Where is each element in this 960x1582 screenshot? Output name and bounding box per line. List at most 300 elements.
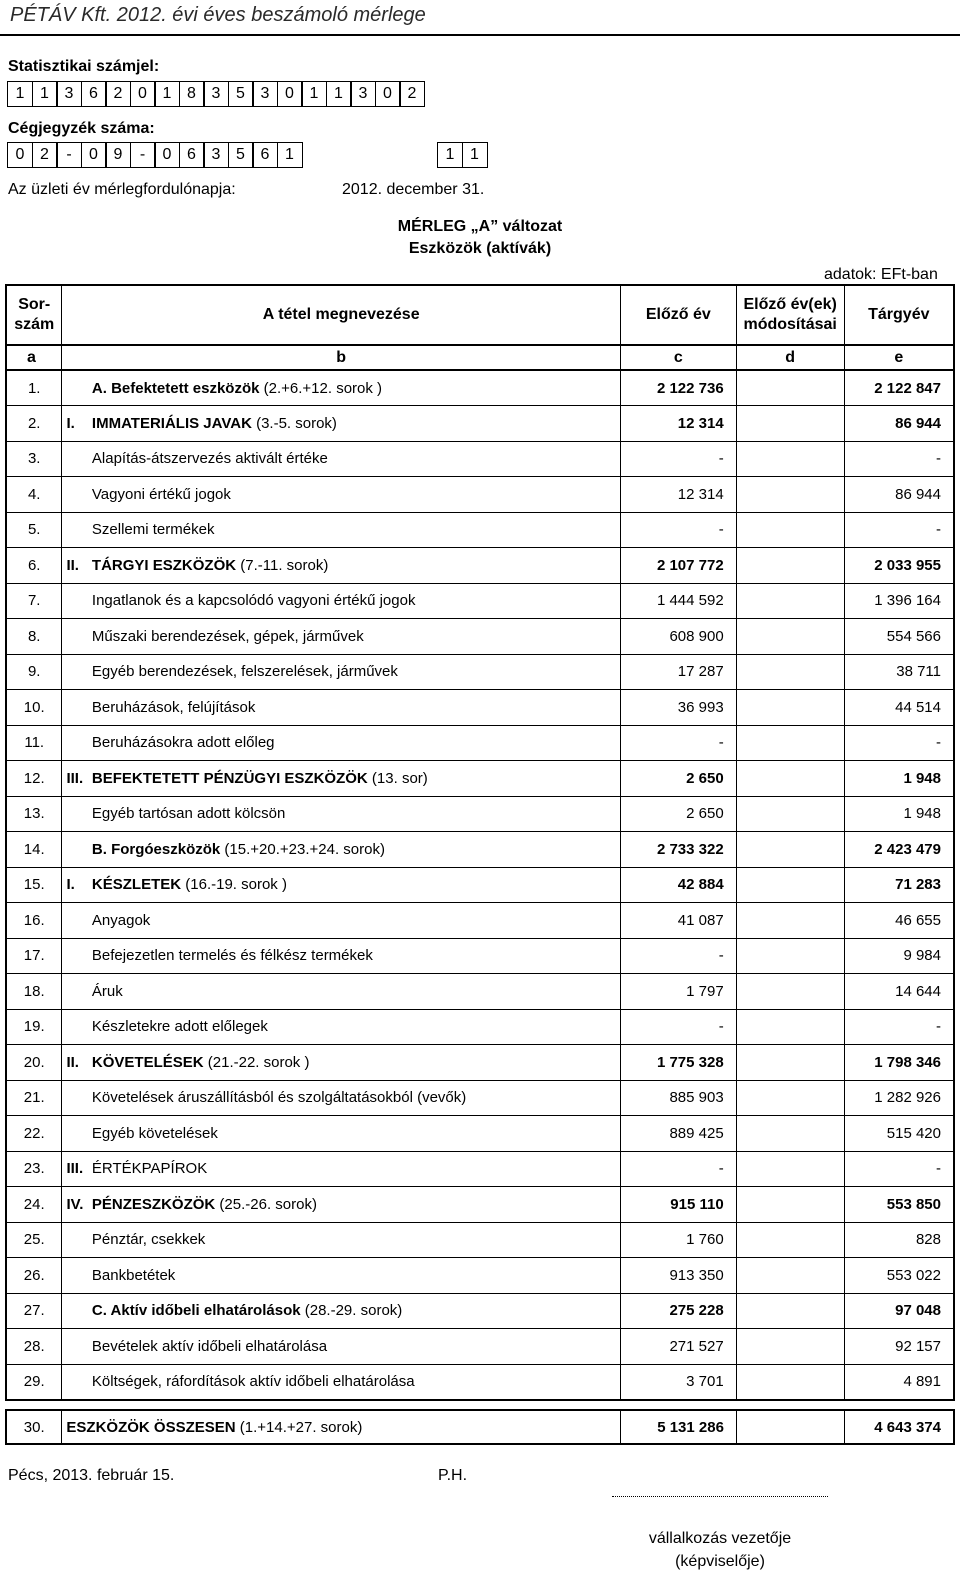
row-prev-year: -	[620, 938, 736, 974]
digit-box: -	[130, 142, 156, 168]
digit-box: 1	[462, 142, 488, 168]
table-row	[6, 406, 954, 442]
row-label	[90, 974, 621, 1010]
row-number: 25.	[6, 1222, 62, 1258]
row-modifications	[736, 1080, 844, 1116]
digit-box: 3	[56, 81, 82, 107]
row-name: Költségek, ráfordítások aktív időbeli elhatárolása	[91, 1373, 415, 1390]
row-roman	[62, 370, 90, 406]
table-header	[6, 285, 954, 345]
table-row	[6, 1151, 954, 1187]
table-row	[6, 1116, 954, 1152]
total-label: ESZKÖZÖK ÖSSZESEN (1.+14.+27. sorok)	[62, 1410, 621, 1444]
row-number: 11.	[6, 725, 62, 761]
row-number: 12.	[6, 761, 62, 797]
row-number: 2.	[6, 406, 62, 442]
row-current-year: 4 891	[844, 1364, 954, 1400]
digit-box: 3	[252, 81, 278, 107]
header-prev-year: Előző év	[620, 285, 736, 345]
row-name: TÁRGYI ESZKÖZÖK	[91, 556, 237, 574]
row-label	[90, 1293, 621, 1329]
row-roman	[62, 1329, 90, 1365]
row-name: Műszaki berendezések, gépek, járművek	[91, 627, 364, 645]
row-prev-year: 42 884	[620, 867, 736, 903]
ceg-label: Cégjegyzék száma:	[8, 120, 155, 137]
row-name: C. Aktív időbeli elhatárolások	[91, 1302, 301, 1320]
row-modifications	[736, 1009, 844, 1045]
row-label	[90, 903, 621, 939]
row-label	[90, 1151, 621, 1187]
row-current-year: 14 644	[844, 974, 954, 1010]
row-name: Bevételek aktív időbeli elhatárolása	[91, 1337, 328, 1355]
row-current-year: -	[844, 1009, 954, 1045]
balance-date-label: Az üzleti év mérlegfordulónapja:	[8, 181, 236, 198]
table-row	[6, 477, 954, 513]
letter-c: c	[620, 345, 736, 370]
balance-date-value: 2012. december 31.	[342, 181, 485, 198]
row-current-year: 553 022	[844, 1258, 954, 1294]
row-number: 16.	[6, 903, 62, 939]
row-modifications	[736, 1116, 844, 1152]
row-roman: III.	[62, 1151, 90, 1187]
row-name: KÉSZLETEK	[91, 876, 182, 894]
table-row	[6, 1045, 954, 1081]
row-roman	[62, 903, 90, 939]
row-roman	[62, 796, 90, 832]
row-current-year: -	[844, 725, 954, 761]
row-number: 8.	[6, 619, 62, 655]
table-row	[6, 1258, 954, 1294]
row-current-year: 1 798 346	[844, 1045, 954, 1081]
row-prev-year: 41 087	[620, 903, 736, 939]
row-name: Beruházások, felújítások	[91, 698, 256, 716]
row-roman	[62, 441, 90, 477]
row-modifications	[736, 654, 844, 690]
header-current-year: Tárgyév	[868, 306, 930, 323]
row-modifications	[736, 1045, 844, 1081]
row-name: Ingatlanok és a kapcsolódó vagyoni értékű jogok	[91, 592, 416, 610]
row-name: Szellemi termékek	[91, 521, 215, 539]
header-modifications: Előző év(ek) módosításai	[736, 285, 844, 345]
row-name-tail: (15.+20.+23.+24. sorok)	[220, 840, 385, 858]
total-modifications	[736, 1410, 844, 1444]
table-row	[6, 1009, 954, 1045]
row-roman	[62, 832, 90, 868]
row-label	[90, 1364, 621, 1400]
row-roman: III.	[62, 761, 90, 797]
row-number: 9.	[6, 654, 62, 690]
row-current-year: -	[844, 512, 954, 548]
row-name-tail: (21.-22. sorok )	[203, 1053, 310, 1071]
row-roman	[62, 1116, 90, 1152]
table-row	[6, 1364, 954, 1400]
row-roman	[62, 1364, 90, 1400]
row-roman	[62, 1222, 90, 1258]
digit-box: 2	[32, 142, 58, 168]
row-name: Anyagok	[91, 911, 151, 929]
table-row	[6, 690, 954, 726]
row-number: 10.	[6, 690, 62, 726]
total-current-year: 4 643 374	[874, 1418, 941, 1436]
balance-subheading: Eszközök (aktívák)	[408, 240, 552, 257]
row-name: Egyéb tartósan adott kölcsön	[91, 805, 286, 823]
row-prev-year: 17 287	[620, 654, 736, 690]
letter-e: e	[844, 345, 954, 370]
row-roman	[62, 1009, 90, 1045]
row-name: Egyéb berendezések, felszerelések, járművek	[91, 663, 398, 681]
place-date: Pécs, 2013. február 15.	[8, 1467, 175, 1484]
row-number: 14.	[6, 832, 62, 868]
row-number: 21.	[6, 1080, 62, 1116]
table-row	[6, 1222, 954, 1258]
row-roman	[62, 619, 90, 655]
row-roman	[62, 1293, 90, 1329]
row-modifications	[736, 974, 844, 1010]
row-number: 4.	[6, 477, 62, 513]
balance-heading: MÉRLEG „A” változat	[397, 218, 563, 235]
row-modifications	[736, 441, 844, 477]
digit-box: 3	[203, 81, 229, 107]
digit-box: 6	[81, 81, 107, 107]
row-modifications	[736, 725, 844, 761]
row-name: ÉRTÉKPAPÍROK	[91, 1160, 208, 1178]
table-row	[6, 974, 954, 1010]
letter-b: b	[62, 345, 621, 370]
digit-box: 5	[228, 81, 254, 107]
row-roman	[62, 938, 90, 974]
row-current-year: 9 984	[844, 938, 954, 974]
row-roman: II.	[62, 1045, 90, 1081]
row-label	[90, 583, 621, 619]
row-name-tail: (25.-26. sorok)	[215, 1195, 317, 1213]
digit-box: 0	[154, 142, 180, 168]
row-current-year: 46 655	[844, 903, 954, 939]
total-number: 30.	[6, 1410, 62, 1444]
row-name: KÖVETELÉSEK	[91, 1053, 204, 1071]
stamp-label: P.H.	[438, 1467, 468, 1484]
digit-box: 1	[277, 142, 303, 168]
row-current-year: 1 396 164	[844, 583, 954, 619]
digit-box: 2	[399, 81, 425, 107]
row-label	[90, 1222, 621, 1258]
row-label	[90, 1187, 621, 1223]
row-prev-year: 36 993	[620, 690, 736, 726]
table-row	[6, 725, 954, 761]
table-row	[6, 938, 954, 974]
total-prev-year: 5 131 286	[621, 1410, 737, 1444]
row-number: 22.	[6, 1116, 62, 1152]
row-number: 23.	[6, 1151, 62, 1187]
table-row	[6, 619, 954, 655]
header-name: A tétel megnevezése	[62, 285, 621, 345]
row-prev-year: 1 444 592	[620, 583, 736, 619]
row-prev-year: 915 110	[620, 1187, 736, 1223]
total-row	[6, 1410, 954, 1444]
table-row	[6, 761, 954, 797]
table-row	[6, 1187, 954, 1223]
row-prev-year: -	[620, 1009, 736, 1045]
row-number: 19.	[6, 1009, 62, 1045]
row-prev-year: 275 228	[620, 1293, 736, 1329]
table-row	[6, 796, 954, 832]
row-name-tail: (16.-19. sorok )	[181, 876, 287, 894]
column-letters	[6, 345, 954, 370]
row-label	[90, 548, 621, 584]
row-modifications	[736, 832, 844, 868]
row-current-year: 554 566	[844, 619, 954, 655]
row-prev-year: 2 122 736	[620, 370, 736, 406]
digit-box: 0	[7, 142, 33, 168]
table-row	[6, 832, 954, 868]
row-modifications	[736, 619, 844, 655]
row-current-year: 86 944	[844, 477, 954, 513]
row-label	[90, 1009, 621, 1045]
row-modifications	[736, 903, 844, 939]
row-current-year: 71 283	[844, 867, 954, 903]
row-number: 24.	[6, 1187, 62, 1223]
row-label	[90, 725, 621, 761]
row-current-year: 2 423 479	[844, 832, 954, 868]
row-number: 28.	[6, 1329, 62, 1365]
digit-box: 1	[154, 81, 180, 107]
row-modifications	[736, 796, 844, 832]
row-label	[90, 370, 621, 406]
signature-title: vállalkozás vezetője	[648, 1530, 792, 1547]
table-row	[6, 370, 954, 406]
row-name: Áruk	[91, 982, 123, 1000]
digit-box: 6	[179, 142, 205, 168]
row-current-year: 1 282 926	[844, 1080, 954, 1116]
row-current-year: -	[844, 1151, 954, 1187]
row-roman: IV.	[62, 1187, 90, 1223]
row-prev-year: 2 733 322	[620, 832, 736, 868]
ceg-suffix-boxes	[437, 142, 488, 168]
row-name-tail: (3.-5. sorok)	[251, 414, 337, 432]
row-current-year: -	[844, 441, 954, 477]
digit-box: 1	[326, 81, 352, 107]
row-name: Készletekre adott előlegek	[91, 1018, 268, 1036]
unit-note: adatok: EFt-ban	[824, 266, 938, 283]
row-prev-year: 271 527	[620, 1329, 736, 1365]
row-name: Vagyoni értékű jogok	[91, 485, 231, 503]
row-modifications	[736, 548, 844, 584]
row-number: 18.	[6, 974, 62, 1010]
row-current-year: 38 711	[844, 654, 954, 690]
row-roman	[62, 690, 90, 726]
row-modifications	[736, 1329, 844, 1365]
digit-box: 8	[179, 81, 205, 107]
row-name-tail: (13. sor)	[367, 769, 428, 787]
row-modifications	[736, 761, 844, 797]
signature-subtitle: (képviselője)	[675, 1553, 765, 1570]
row-prev-year: 2 650	[620, 796, 736, 832]
table-row	[6, 867, 954, 903]
row-label	[90, 477, 621, 513]
row-label	[90, 867, 621, 903]
row-label	[90, 1329, 621, 1365]
row-name: PÉNZESZKÖZÖK	[91, 1195, 216, 1213]
table-row	[6, 441, 954, 477]
row-roman	[62, 974, 90, 1010]
digit-box: 9	[105, 142, 131, 168]
row-prev-year: 913 350	[620, 1258, 736, 1294]
row-roman: I.	[62, 867, 90, 903]
row-number: 7.	[6, 583, 62, 619]
row-current-year: 2 033 955	[844, 548, 954, 584]
ceg-number-boxes	[7, 142, 303, 168]
row-label	[90, 1116, 621, 1152]
row-number: 29.	[6, 1364, 62, 1400]
digit-box: 6	[252, 142, 278, 168]
row-name: B. Forgóeszközök	[91, 840, 221, 858]
row-modifications	[736, 512, 844, 548]
row-roman	[62, 654, 90, 690]
row-label	[90, 441, 621, 477]
table-row	[6, 654, 954, 690]
row-name-tail: (28.-29. sorok)	[300, 1302, 403, 1320]
digit-box: 3	[350, 81, 376, 107]
digit-box: 0	[81, 142, 107, 168]
row-prev-year: 2 107 772	[620, 548, 736, 584]
digit-box: -	[56, 142, 82, 168]
table-row	[6, 583, 954, 619]
row-prev-year: -	[620, 725, 736, 761]
letter-a: a	[6, 345, 62, 370]
digit-box: 0	[375, 81, 401, 107]
row-prev-year: 12 314	[620, 477, 736, 513]
row-label	[90, 1045, 621, 1081]
row-number: 5.	[6, 512, 62, 548]
row-prev-year: -	[620, 441, 736, 477]
row-current-year: 1 948	[844, 761, 954, 797]
row-current-year: 1 948	[844, 796, 954, 832]
row-label	[90, 1258, 621, 1294]
digit-box: 3	[203, 142, 229, 168]
digit-box: 1	[7, 81, 33, 107]
row-prev-year: 3 701	[620, 1364, 736, 1400]
row-name: Egyéb követelések	[91, 1124, 218, 1142]
page-title: PÉTÁV Kft. 2012. évi éves beszámoló mérlege	[10, 4, 426, 26]
row-label	[90, 406, 621, 442]
row-prev-year: 889 425	[620, 1116, 736, 1152]
table-row	[6, 1329, 954, 1365]
row-name: IMMATERIÁLIS JAVAK	[91, 414, 252, 432]
row-current-year: 553 850	[844, 1187, 954, 1223]
row-roman	[62, 1080, 90, 1116]
row-modifications	[736, 938, 844, 974]
row-current-year: 44 514	[844, 690, 954, 726]
letter-d: d	[736, 345, 844, 370]
row-label	[90, 1080, 621, 1116]
table-row	[6, 548, 954, 584]
row-roman	[62, 477, 90, 513]
digit-box: 5	[228, 142, 254, 168]
row-modifications	[736, 867, 844, 903]
row-prev-year: 2 650	[620, 761, 736, 797]
row-name: Beruházásokra adott előleg	[91, 734, 275, 752]
row-roman	[62, 512, 90, 548]
row-name: Befejezetlen termelés és félkész termékek	[91, 947, 373, 965]
row-number: 13.	[6, 796, 62, 832]
digit-box: 0	[277, 81, 303, 107]
row-label	[90, 690, 621, 726]
title-divider	[0, 34, 960, 36]
row-name: Alapítás-átszervezés aktivált értéke	[91, 450, 328, 468]
row-current-year: 2 122 847	[844, 370, 954, 406]
row-modifications	[736, 690, 844, 726]
row-modifications	[736, 1222, 844, 1258]
row-roman	[62, 583, 90, 619]
table-row	[6, 512, 954, 548]
row-number: 27.	[6, 1293, 62, 1329]
signature-line	[612, 1496, 828, 1497]
row-number: 17.	[6, 938, 62, 974]
row-current-year: 515 420	[844, 1116, 954, 1152]
row-roman	[62, 725, 90, 761]
row-roman: I.	[62, 406, 90, 442]
row-label	[90, 761, 621, 797]
row-prev-year: -	[620, 1151, 736, 1187]
table-row	[6, 1080, 954, 1116]
row-name: Bankbetétek	[91, 1266, 176, 1284]
row-prev-year: 1 797	[620, 974, 736, 1010]
row-modifications	[736, 1187, 844, 1223]
digit-box: 1	[301, 81, 327, 107]
row-modifications	[736, 583, 844, 619]
row-modifications	[736, 477, 844, 513]
row-name-tail: (7.-11. sorok)	[236, 556, 329, 574]
row-number: 26.	[6, 1258, 62, 1294]
balance-table	[5, 284, 955, 1401]
row-roman: II.	[62, 548, 90, 584]
header-sorszam: Sor- szám	[6, 285, 62, 345]
row-number: 1.	[6, 370, 62, 406]
row-modifications	[736, 406, 844, 442]
stat-label: Statisztikai számjel:	[8, 58, 160, 75]
row-number: 15.	[6, 867, 62, 903]
row-number: 3.	[6, 441, 62, 477]
row-roman	[62, 1258, 90, 1294]
row-number: 20.	[6, 1045, 62, 1081]
row-name: A. Befektetett eszközök	[91, 379, 260, 397]
digit-box: 1	[32, 81, 58, 107]
row-current-year: 97 048	[844, 1293, 954, 1329]
row-label	[90, 619, 621, 655]
row-label	[90, 832, 621, 868]
row-prev-year: -	[620, 512, 736, 548]
row-modifications	[736, 370, 844, 406]
row-current-year: 86 944	[844, 406, 954, 442]
row-modifications	[736, 1258, 844, 1294]
row-modifications	[736, 1364, 844, 1400]
row-name: BEFEKTETETT PÉNZÜGYI ESZKÖZÖK	[91, 769, 368, 787]
row-prev-year: 1 775 328	[620, 1045, 736, 1081]
row-prev-year: 608 900	[620, 619, 736, 655]
total-table	[5, 1409, 955, 1445]
table-row	[6, 1293, 954, 1329]
row-name-tail: (2.+6.+12. sorok )	[259, 379, 383, 397]
row-number: 6.	[6, 548, 62, 584]
digit-box: 2	[105, 81, 131, 107]
row-current-year: 828	[844, 1222, 954, 1258]
row-label	[90, 654, 621, 690]
row-prev-year: 1 760	[620, 1222, 736, 1258]
row-label	[90, 938, 621, 974]
row-name: Követelések áruszállításból és szolgáltatásokból (vevők)	[91, 1089, 467, 1107]
stat-number-boxes	[7, 81, 425, 107]
digit-box: 0	[130, 81, 156, 107]
row-label	[90, 796, 621, 832]
